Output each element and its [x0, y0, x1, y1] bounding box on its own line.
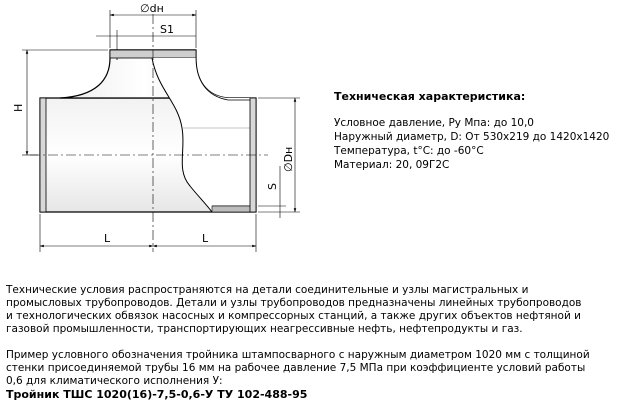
s-label: S	[266, 183, 279, 190]
dn-label: ∅dн	[140, 2, 164, 15]
example-line: 0,6 для климатического исполнения У:	[6, 375, 223, 387]
l-left-label: L	[104, 232, 111, 245]
example-line: Пример условного обозначения тройника штампосварного с наружным диаметром 1020 мм с толщиной	[6, 349, 590, 361]
spec-title: Техническая характеристика:	[334, 90, 526, 103]
spec-material: Материал: 20, 09Г2С	[334, 159, 450, 171]
s1-label: S1	[160, 23, 174, 36]
designation-example: Тройник ТШС 1020(16)-7,5-0,6-У ТУ 102-488-95	[6, 388, 308, 401]
spec-diameter: Наружный диаметр, D: От 530х219 до 1420х1420	[334, 131, 610, 143]
l-right-label: L	[202, 232, 209, 245]
spec-pressure: Условное давление, Ру Мпа: до 10,0	[334, 117, 534, 129]
h-label: H	[12, 103, 25, 112]
description-line: и технологических обвязок насосных и компрессорных станций, а также других объектов нефтяной и	[6, 310, 581, 322]
example-line: стенки присоединяемой трубы 16 мм на рабочее давление 7,5 МПа при коэффициенте условий работы	[6, 362, 586, 374]
spec-temperature: Температура, t°C: до -60°C	[334, 145, 484, 157]
description-line: Технические условия распространяются на детали соединительные и узлы магистральных и	[6, 284, 529, 296]
tee-drawing	[0, 0, 320, 262]
description-line: газовой промышленности, транспортирующих неагрессивные нефть, нефтепродукты и газ.	[6, 323, 523, 335]
wall-thickness-band	[212, 206, 256, 212]
Dn-label: ∅Dн	[282, 146, 295, 172]
description-line: промысловых трубопроводов. Детали и узлы трубопроводов предназначены линейных трубопроводов	[6, 297, 582, 309]
